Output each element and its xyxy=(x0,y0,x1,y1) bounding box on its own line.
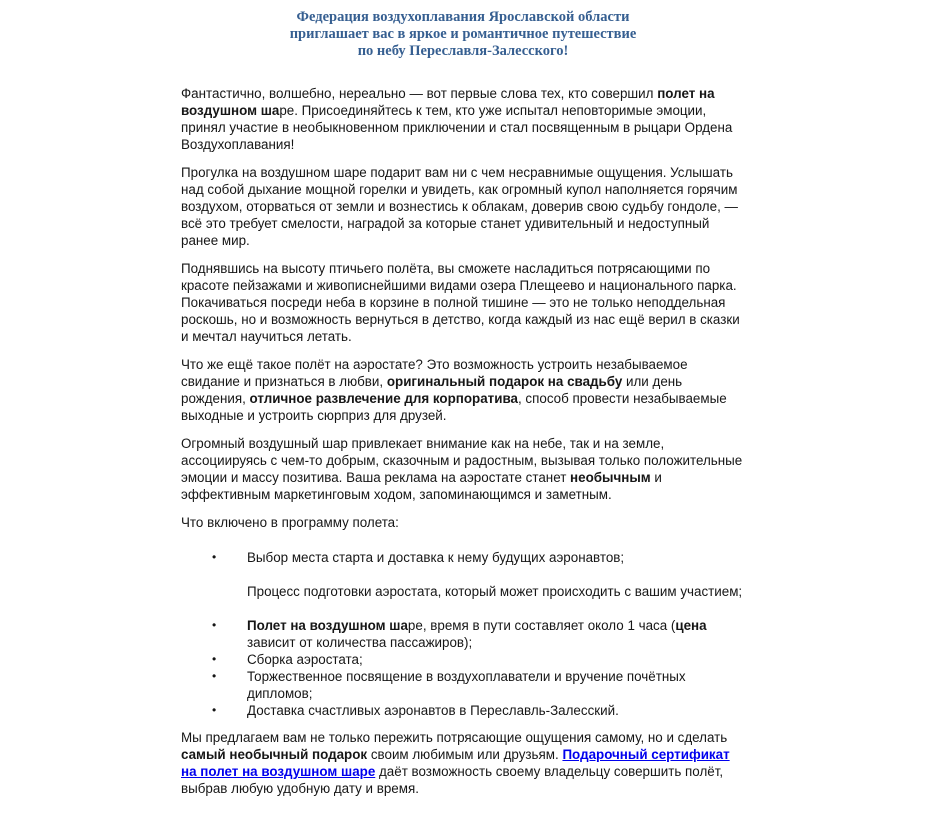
bold-text: полет на воздушном ша xyxy=(181,86,715,118)
gift-certificate-link[interactable]: Подарочный сертификат на полет на воздушном шаре xyxy=(181,747,730,779)
bold-text: самый необычный подарок xyxy=(181,747,368,762)
bullet-icon: • xyxy=(212,669,217,683)
text: , способ провести незабываемые выходные и устроить сюрприз для друзей. xyxy=(181,391,727,423)
document-body xyxy=(181,85,745,797)
list-item xyxy=(181,668,745,702)
paragraph xyxy=(181,356,745,424)
text: Поднявшись на высоту птичьего полёта, вы сможете насладиться потрясающими по красоте пейзажами и живописнейшими видами озера Плещеево и национального парка. Покачиваться посреди неба в корзине в полной тишине — это не только неподдельная роскошь, но и возможность вернуться в детство, когда каждый из нас ещё верил в сказки и мечтал научиться летать. xyxy=(181,261,740,344)
text: Что же ещё такое полёт на аэростате? Это возможность устроить незабываемое свидание и признаться в любви, xyxy=(181,357,688,389)
list-item xyxy=(181,583,745,600)
text: даёт возможность своему владельцу совершить полёт, выбрав любую удобную дату и время. xyxy=(181,764,724,796)
paragraph xyxy=(181,435,745,503)
document-title xyxy=(181,0,745,60)
paragraph xyxy=(181,514,745,531)
text: Выбор места старта и доставка к нему будущих аэронавтов; xyxy=(247,550,625,565)
text: ре. Присоединяйтесь к тем, кто уже испытал неповторимые эмоции, принял участие в необыкновенном приключении и стал посвященным в рыцари Ордена Воздухоплавания! xyxy=(181,103,733,152)
bullet-icon: • xyxy=(212,703,217,717)
list-item xyxy=(181,702,745,719)
text: Прогулка на воздушном шаре подарит вам ни с чем несравнимые ощущения. Услышать над собой дыхание мощной горелки и увидеть, как огромный купол наполняется горячим воздухом, оторваться от земли и вознестись к облакам, доверив свою судьбу гондоле, — всё это требует смелости, наградой за которые станет удивительный и недоступный ранее мир. xyxy=(181,165,738,248)
bullet-list xyxy=(181,549,745,719)
bold-text: Полет на воздушном ша xyxy=(247,618,408,633)
text: ре, время в пути составляет около 1 часа ( xyxy=(407,618,676,633)
list-item xyxy=(181,549,745,566)
title-line-3: по небу Переславля-Залесского! xyxy=(357,43,569,59)
text: и эффективным маркетинговым ходом, запоминающимся и заметным. xyxy=(181,470,662,502)
bold-text: отличное развлечение для корпоратива xyxy=(249,391,518,406)
text: Фантастично, волшебно, нереально — вот первые слова тех, кто совершил xyxy=(181,86,658,101)
text: своим любимым или друзьям. xyxy=(367,747,563,762)
title-line-2: приглашает вас в яркое и романтичное путешествие xyxy=(289,26,637,42)
bullet-icon: • xyxy=(212,652,217,666)
text: зависит от количества пассажиров); xyxy=(247,635,473,650)
text: или день рождения, xyxy=(181,374,683,406)
bold-text: необычным xyxy=(570,470,651,485)
text: Мы предлагаем вам не только пережить потрясающие ощущения самому, но и сделать xyxy=(181,730,728,745)
text: Торжественное посвящение в воздухоплаватели и вручение почётных дипломов; xyxy=(247,669,686,701)
list-item xyxy=(181,617,745,651)
paragraph xyxy=(181,85,745,153)
paragraph xyxy=(181,164,745,249)
bold-text: оригинальный подарок на свадьбу xyxy=(386,374,623,389)
bold-text: цена xyxy=(675,618,707,633)
text: Доставка счастливых аэронавтов в Переславль-Залесский. xyxy=(247,703,619,718)
paragraph xyxy=(181,729,745,797)
list-item xyxy=(181,651,745,668)
paragraph xyxy=(181,260,745,345)
title-line-1: Федерация воздухоплавания Ярославской области xyxy=(296,9,630,25)
text: Процесс подготовки аэростата, который может происходить с вашим участием; xyxy=(247,584,743,599)
text: Что включено в программу полета: xyxy=(181,515,399,530)
text: Огромный воздушный шар привлекает внимание как на небе, так и на земле, ассоциируясь с чем-то добрым, сказочным и радостным, вызывая только положительные эмоции и массу позитива. Ваша реклама на аэростате станет xyxy=(181,436,743,485)
text: Сборка аэростата; xyxy=(247,652,363,667)
bullet-icon: • xyxy=(212,550,217,564)
bullet-icon: • xyxy=(212,618,217,632)
